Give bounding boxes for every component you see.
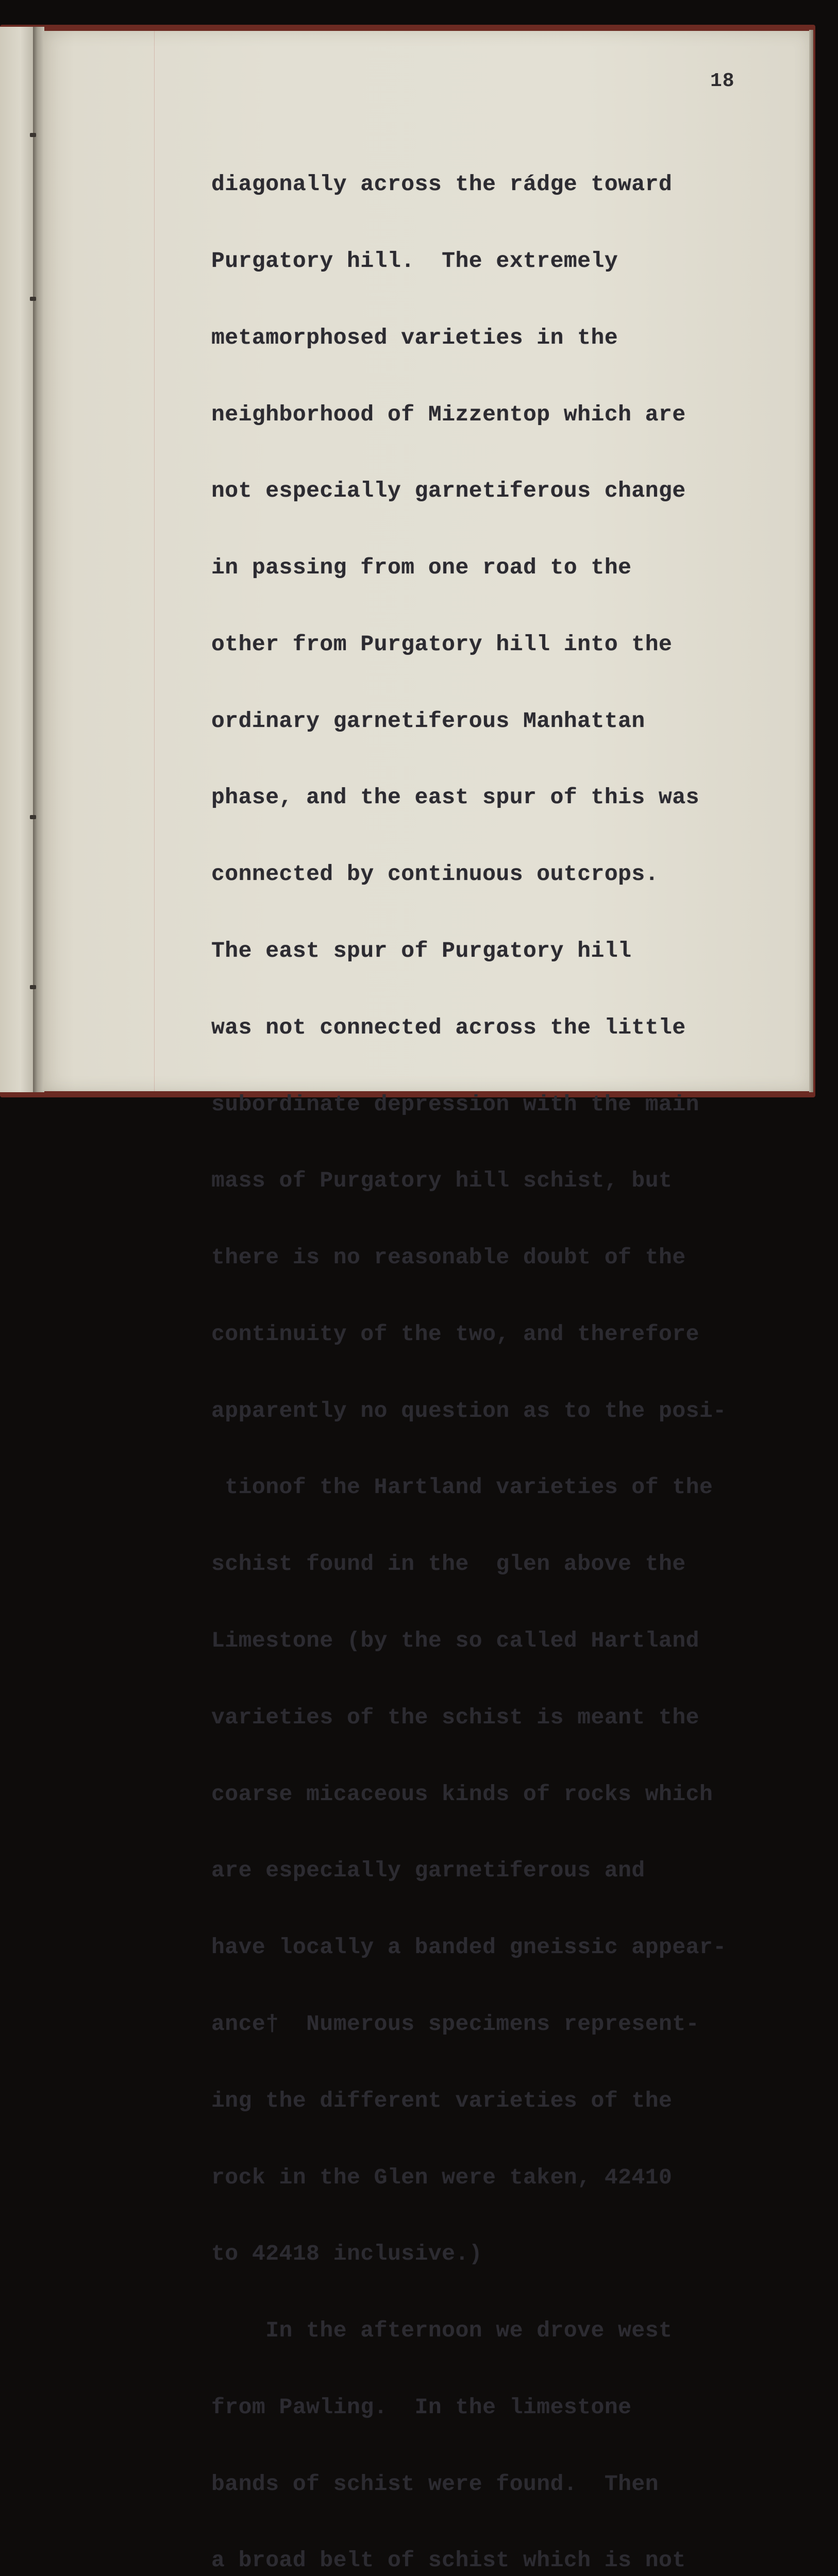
binding-stitch	[30, 133, 36, 137]
text-line: not especially garnetiferous change	[211, 478, 686, 504]
text-line: schist found in the glen above the	[211, 1551, 686, 1577]
text-line: mass of Purgatory hill schist, but	[211, 1168, 673, 1194]
text-line: apparently no question as to the posi-	[211, 1398, 727, 1423]
text-line: ance† Numerous specimens represent-	[211, 2011, 699, 2037]
typed-text-block	[211, 121, 799, 2576]
text-line: phase, and the east spur of this was	[211, 785, 699, 810]
text-line: tionof the Hartland varieties of the	[211, 1475, 713, 1500]
page-number: 18	[710, 70, 735, 92]
text-line: to 42418 inclusive.)	[211, 2241, 483, 2267]
text-line: in passing from one road to the	[211, 555, 632, 581]
text-line: bands of schist were found. Then	[211, 2471, 659, 2497]
text-line: continuity of the two, and therefore	[211, 1321, 699, 1347]
facing-page-edge	[0, 27, 34, 1092]
margin-rule	[154, 31, 155, 1091]
text-line: varieties of the schist is meant the	[211, 1704, 699, 1730]
text-line: ing the different varieties of the	[211, 2088, 673, 2113]
text-line: have locally a banded gneissic appear-	[211, 1935, 727, 1960]
text-line: diagonally across the rádge toward	[211, 172, 673, 197]
text-line: ordinary garnetiferous Manhattan	[211, 708, 645, 734]
text-line: other from Purgatory hill into the	[211, 631, 673, 657]
text-line: rock in the Glen were taken, 42410	[211, 2164, 673, 2190]
binding-stitch	[30, 815, 36, 819]
text-line: metamorphosed varieties in the	[211, 325, 618, 350]
text-line: from Pawling. In the limestone	[211, 2394, 632, 2420]
book-gutter	[33, 27, 44, 1092]
page-edge	[809, 30, 813, 1092]
text-line: connected by continuous outcrops.	[211, 861, 659, 887]
text-line: subordinate depression with the main	[211, 1091, 699, 1117]
text-line: was not connected across the little	[211, 1014, 686, 1040]
text-line: are especially garnetiferous and	[211, 1858, 645, 1884]
text-line: Limestone (by the so called Hartland	[211, 1628, 699, 1654]
text-line: neighborhood of Mizzentop which are	[211, 401, 686, 427]
text-line: there is no reasonable doubt of the	[211, 1245, 686, 1270]
text-line: coarse micaceous kinds of rocks which	[211, 1781, 713, 1807]
text-line: Purgatory hill. The extremely	[211, 248, 618, 274]
binding-stitch	[30, 985, 36, 989]
text-line: The east spur of Purgatory hill	[211, 938, 632, 963]
text-line: a broad belt of schist which is not	[211, 2548, 686, 2573]
binding-stitch	[30, 297, 36, 301]
text-line: In the afternoon we drove west	[211, 2318, 673, 2344]
